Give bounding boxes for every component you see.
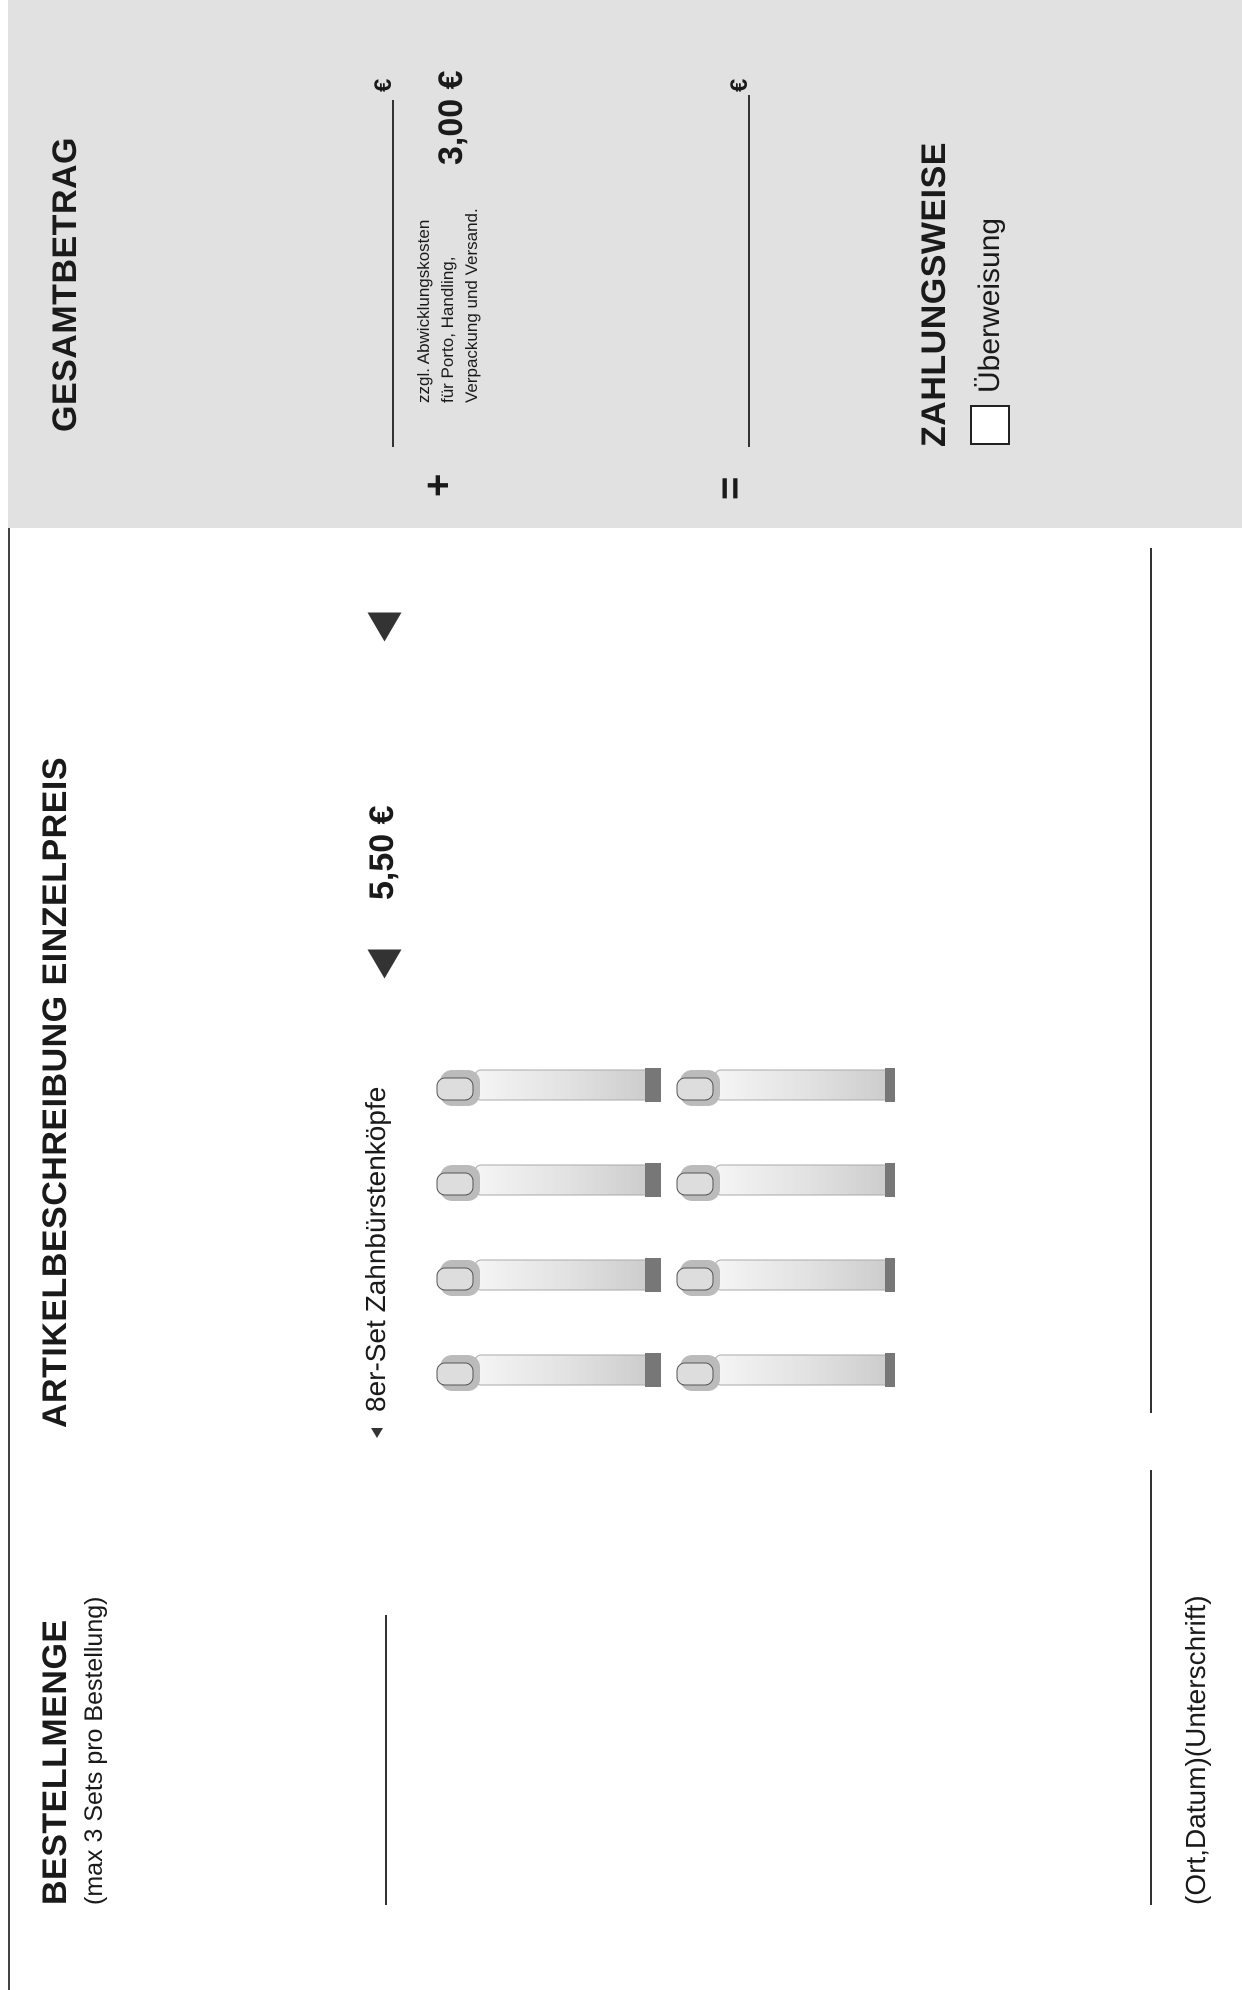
- toothbrush-head-icon: [677, 1353, 895, 1391]
- shipping-amount-line: [392, 100, 394, 447]
- signature-label: (Ort,Datum)(Unterschrift): [1180, 1595, 1211, 1905]
- toothbrush-head-icon: [677, 1258, 895, 1296]
- toothbrush-head-icon: [437, 1258, 661, 1296]
- toothbrush-head-icon: [437, 1353, 661, 1391]
- plus-symbol: +: [416, 473, 460, 497]
- quantity-heading: BESTELLMENGE: [36, 1619, 74, 1905]
- currency-symbol: €: [370, 78, 397, 92]
- transfer-label: Überweisung: [973, 217, 1006, 393]
- toothbrush-head-icon: [677, 1163, 895, 1201]
- quantity-input-line[interactable]: [385, 1615, 387, 1905]
- transfer-checkbox[interactable]: [970, 405, 1010, 445]
- unit-price: 5,50 €: [363, 805, 401, 900]
- bullet-triangle-icon: [371, 1428, 383, 1438]
- article-name: 8er-Set Zahnbürstenköpfe: [360, 1086, 391, 1412]
- toothbrush-head-icon: [677, 1068, 895, 1106]
- place-date-line[interactable]: [1150, 1470, 1152, 1905]
- total-heading: GESAMTBETRAG: [46, 137, 84, 432]
- shipping-note-line3: Verpackung und Versand.: [462, 208, 481, 403]
- shipping-note-line1: zzgl. Abwicklungskosten: [414, 219, 433, 403]
- shipping-note-line2: für Porto, Handling,: [438, 256, 457, 403]
- toothbrush-head-icon: [437, 1068, 661, 1106]
- payment-heading: ZAHLUNGSWEISE: [915, 142, 953, 447]
- currency-symbol: €: [726, 78, 753, 92]
- total-panel: [8, 0, 1242, 528]
- shipping-price: 3,00 €: [432, 70, 470, 165]
- triangle-left-icon: [368, 950, 402, 979]
- toothbrush-head-icon: [437, 1163, 661, 1201]
- article-heading: ARTIKELBESCHREIBUNG EINZELPREIS: [36, 757, 74, 1428]
- total-amount-line[interactable]: [748, 95, 750, 447]
- triangle-left-icon: [368, 613, 402, 642]
- quantity-note: (max 3 Sets pro Bestellung): [80, 1596, 108, 1905]
- signature-line[interactable]: [1150, 548, 1152, 1413]
- toothbrush-heads-image: [435, 1060, 895, 1440]
- equals-symbol: =: [708, 476, 752, 500]
